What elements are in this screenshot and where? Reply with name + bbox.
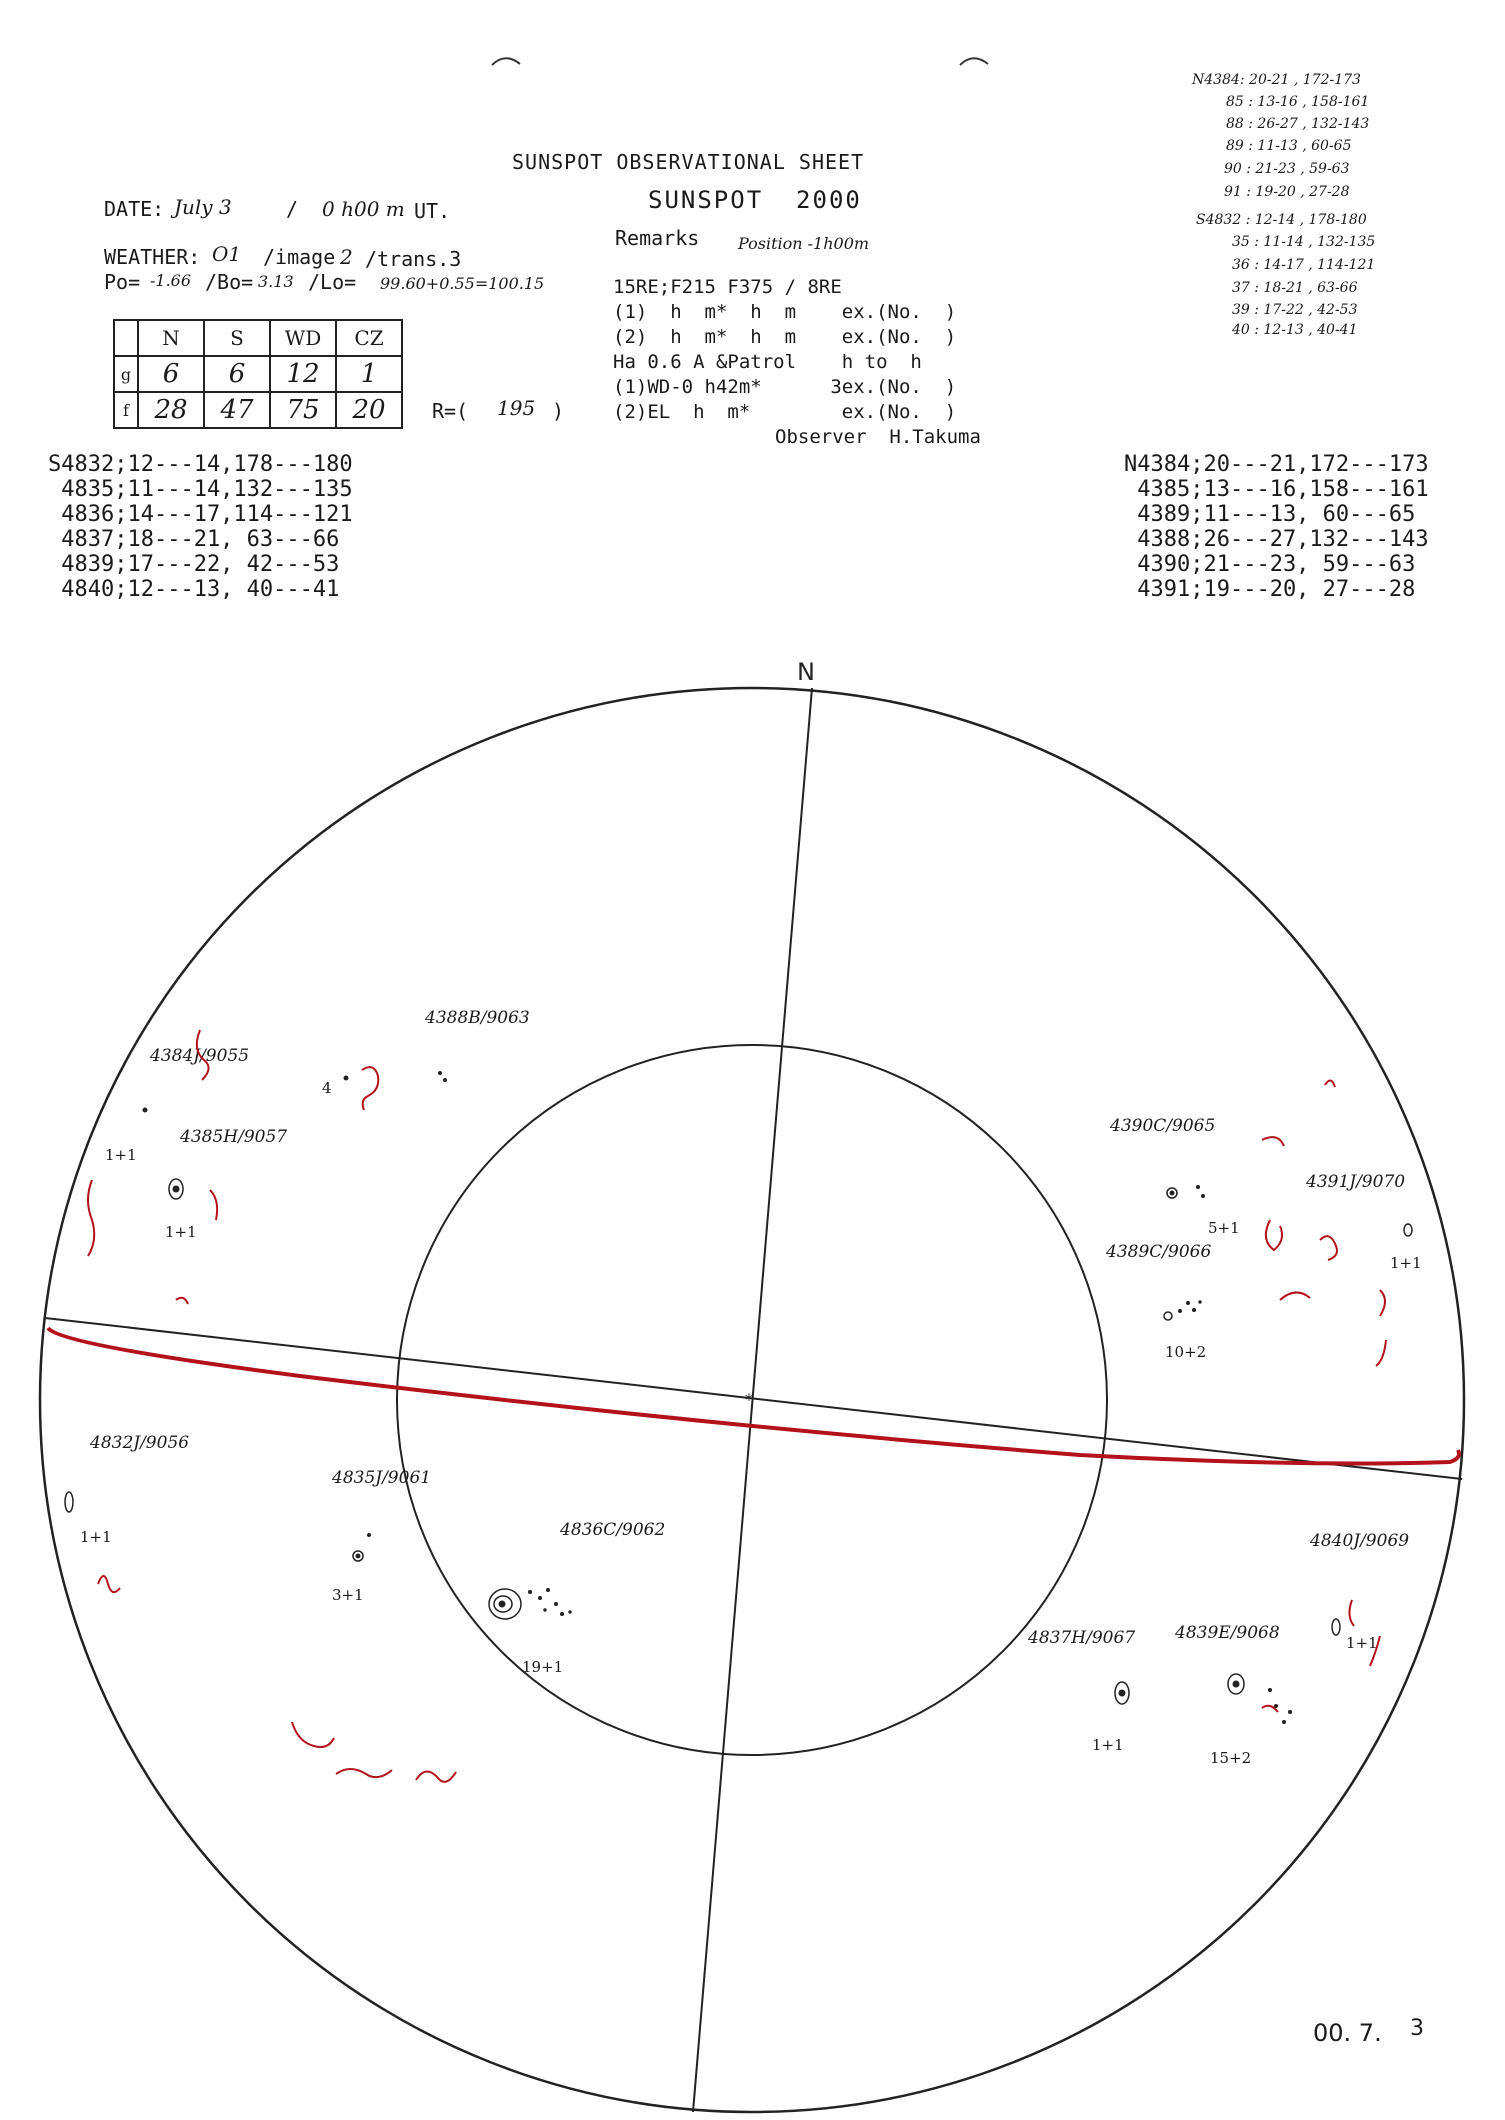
spot-count: 15+2 [1210,1749,1252,1767]
remarks-line: (2)EL h m* ex.(No. ) [613,401,957,423]
header-cz: CZ [336,320,402,356]
po-value: -1.66 [150,271,192,290]
north-region-line: 4385;13---16,158---161 [1124,477,1429,502]
spot-count: 19+1 [522,1658,564,1676]
north-region-line: 4389;11---13, 60---65 [1124,502,1416,527]
hand-list-item: 36 : 14-17 , 114-121 [1232,257,1376,273]
spot-count: 1+1 [1390,1254,1422,1272]
equator-line [45,1318,1462,1479]
south-region-line: 4835;11---14,132---135 [48,477,353,502]
remarks-line: (2) h m* h m ex.(No. ) [613,326,957,348]
group-label: 4390C/9065 [1110,1116,1216,1136]
date-label: DATE: [104,197,165,221]
punch-hole-mark [960,58,988,65]
weather-value: O1 [212,242,242,266]
hand-list-item: N4384: 20-21 , 172-173 [1192,72,1361,88]
trans-label: /trans.3 [365,247,462,271]
north-region-line: 4390;21---23, 59---63 [1124,552,1416,577]
spot-count: 1+1 [1346,1634,1378,1652]
table-cell: 47 [204,392,270,428]
remarks-line: (1) h m* h m ex.(No. ) [613,301,957,323]
weather-label: WEATHER: [104,245,201,269]
group-label: 4835J/9061 [332,1468,432,1488]
hand-list-item: 89 : 11-13 , 60-65 [1226,138,1352,154]
r-label: R=( [432,399,469,423]
remarks-line: (1)WD-0 h42m* 3ex.(No. ) [613,376,957,398]
remarks-label: Remarks [615,226,700,250]
spot-count: 5+1 [1208,1219,1240,1237]
table-cell: 20 [336,392,402,428]
hand-list-item: 40 : 12-13 , 40-41 [1232,322,1358,338]
hand-list-item: 90 : 21-23 , 59-63 [1224,161,1350,177]
spot-count: 1+1 [165,1223,197,1241]
south-region-line: 4837;18---21, 63---66 [48,527,340,552]
south-region-line: 4839;17---22, 42---53 [48,552,340,577]
bo-label: /Bo= [205,270,254,294]
group-label: 4839E/9068 [1175,1623,1280,1643]
spot-count: 1+1 [105,1146,137,1164]
group-label: 4391J/9070 [1306,1172,1406,1192]
image-value: 2 [340,245,353,269]
south-region-line: S4832;12---14,178---180 [48,452,353,477]
spot-count: 3+1 [332,1586,364,1604]
table-cell: 12 [270,356,336,392]
r-value: 195 [497,396,536,420]
south-region-line: 4836;14---17,114---121 [48,502,353,527]
lo-value: 99.60+0.55=100.15 [380,274,545,293]
north-region-line: N4384;20---21,172---173 [1124,452,1429,477]
time-unit: UT. [414,199,451,223]
header-n: N [138,320,204,356]
r-close: ) [552,399,565,423]
hand-list-item: 85 : 13-16 , 158-161 [1226,94,1370,110]
north-region-line: 4388;26---27,132---143 [1124,527,1429,552]
hand-list-item: 37 : 18-21 , 63-66 [1232,280,1358,296]
group-label: 4389C/9066 [1106,1242,1212,1262]
hand-list-item: 35 : 11-14 , 132-135 [1232,234,1376,250]
image-label: /image [263,245,336,269]
hand-list-item: 39 : 17-22 , 42-53 [1232,302,1358,318]
group-label: 4385H/9057 [180,1127,288,1147]
spot-count: 4 [322,1079,332,1097]
bo-value: 3.13 [258,272,294,291]
date-value: July 3 [174,195,232,219]
time-sep: / [286,197,299,221]
group-label: 4836C/9062 [560,1520,666,1540]
north-mark: N [797,658,815,686]
header-wd: WD [270,320,336,356]
hand-list-item: 91 : 19-20 , 27-28 [1224,184,1350,200]
table-cell: 75 [270,392,336,428]
footer-date: 00. 7. [1313,2019,1382,2047]
spot-count: 1+1 [80,1528,112,1546]
row-label-f: f [114,392,138,428]
header-s: S [204,320,270,356]
group-label: 4837H/9067 [1028,1628,1136,1648]
hand-list-item: 88 : 26-27 , 132-143 [1226,116,1370,132]
sheet-title: SUNSPOT OBSERVATIONAL SHEET [512,150,865,174]
group-label: 4832J/9056 [90,1433,190,1453]
remarks-note: Position -1h00m [738,234,870,253]
observer: Observer H.Takuma [775,426,981,448]
center-mark: * [745,1390,753,1409]
table-cell: 1 [336,356,402,392]
po-label: Po= [104,270,141,294]
time-value: 0 h00 m [322,197,405,221]
hand-list-item: S4832 : 12-14 , 178-180 [1196,212,1367,228]
table-cell: 6 [138,356,204,392]
lo-label: /Lo= [308,270,357,294]
north-region-line: 4391;19---20, 27---28 [1124,577,1416,602]
sheet-subtitle: SUNSPOT 2000 [648,186,862,214]
group-label: 4388B/9063 [425,1008,530,1028]
spot-count: 10+2 [1165,1343,1207,1361]
south-region-line: 4840;12---13, 40---41 [48,577,340,602]
remarks-line: Ha 0.6 A &Patrol h to h [613,351,922,373]
table-cell: 28 [138,392,204,428]
spot-count: 1+1 [1092,1736,1124,1754]
remarks-line: 15RE;F215 F375 / 8RE [613,276,842,298]
punch-hole-mark [492,58,520,65]
group-label: 4384J/9055 [150,1046,250,1066]
group-label: 4840J/9069 [1310,1531,1410,1551]
row-label-g: g [114,356,138,392]
footer-day: 3 [1410,2016,1424,2041]
table-cell: 6 [204,356,270,392]
